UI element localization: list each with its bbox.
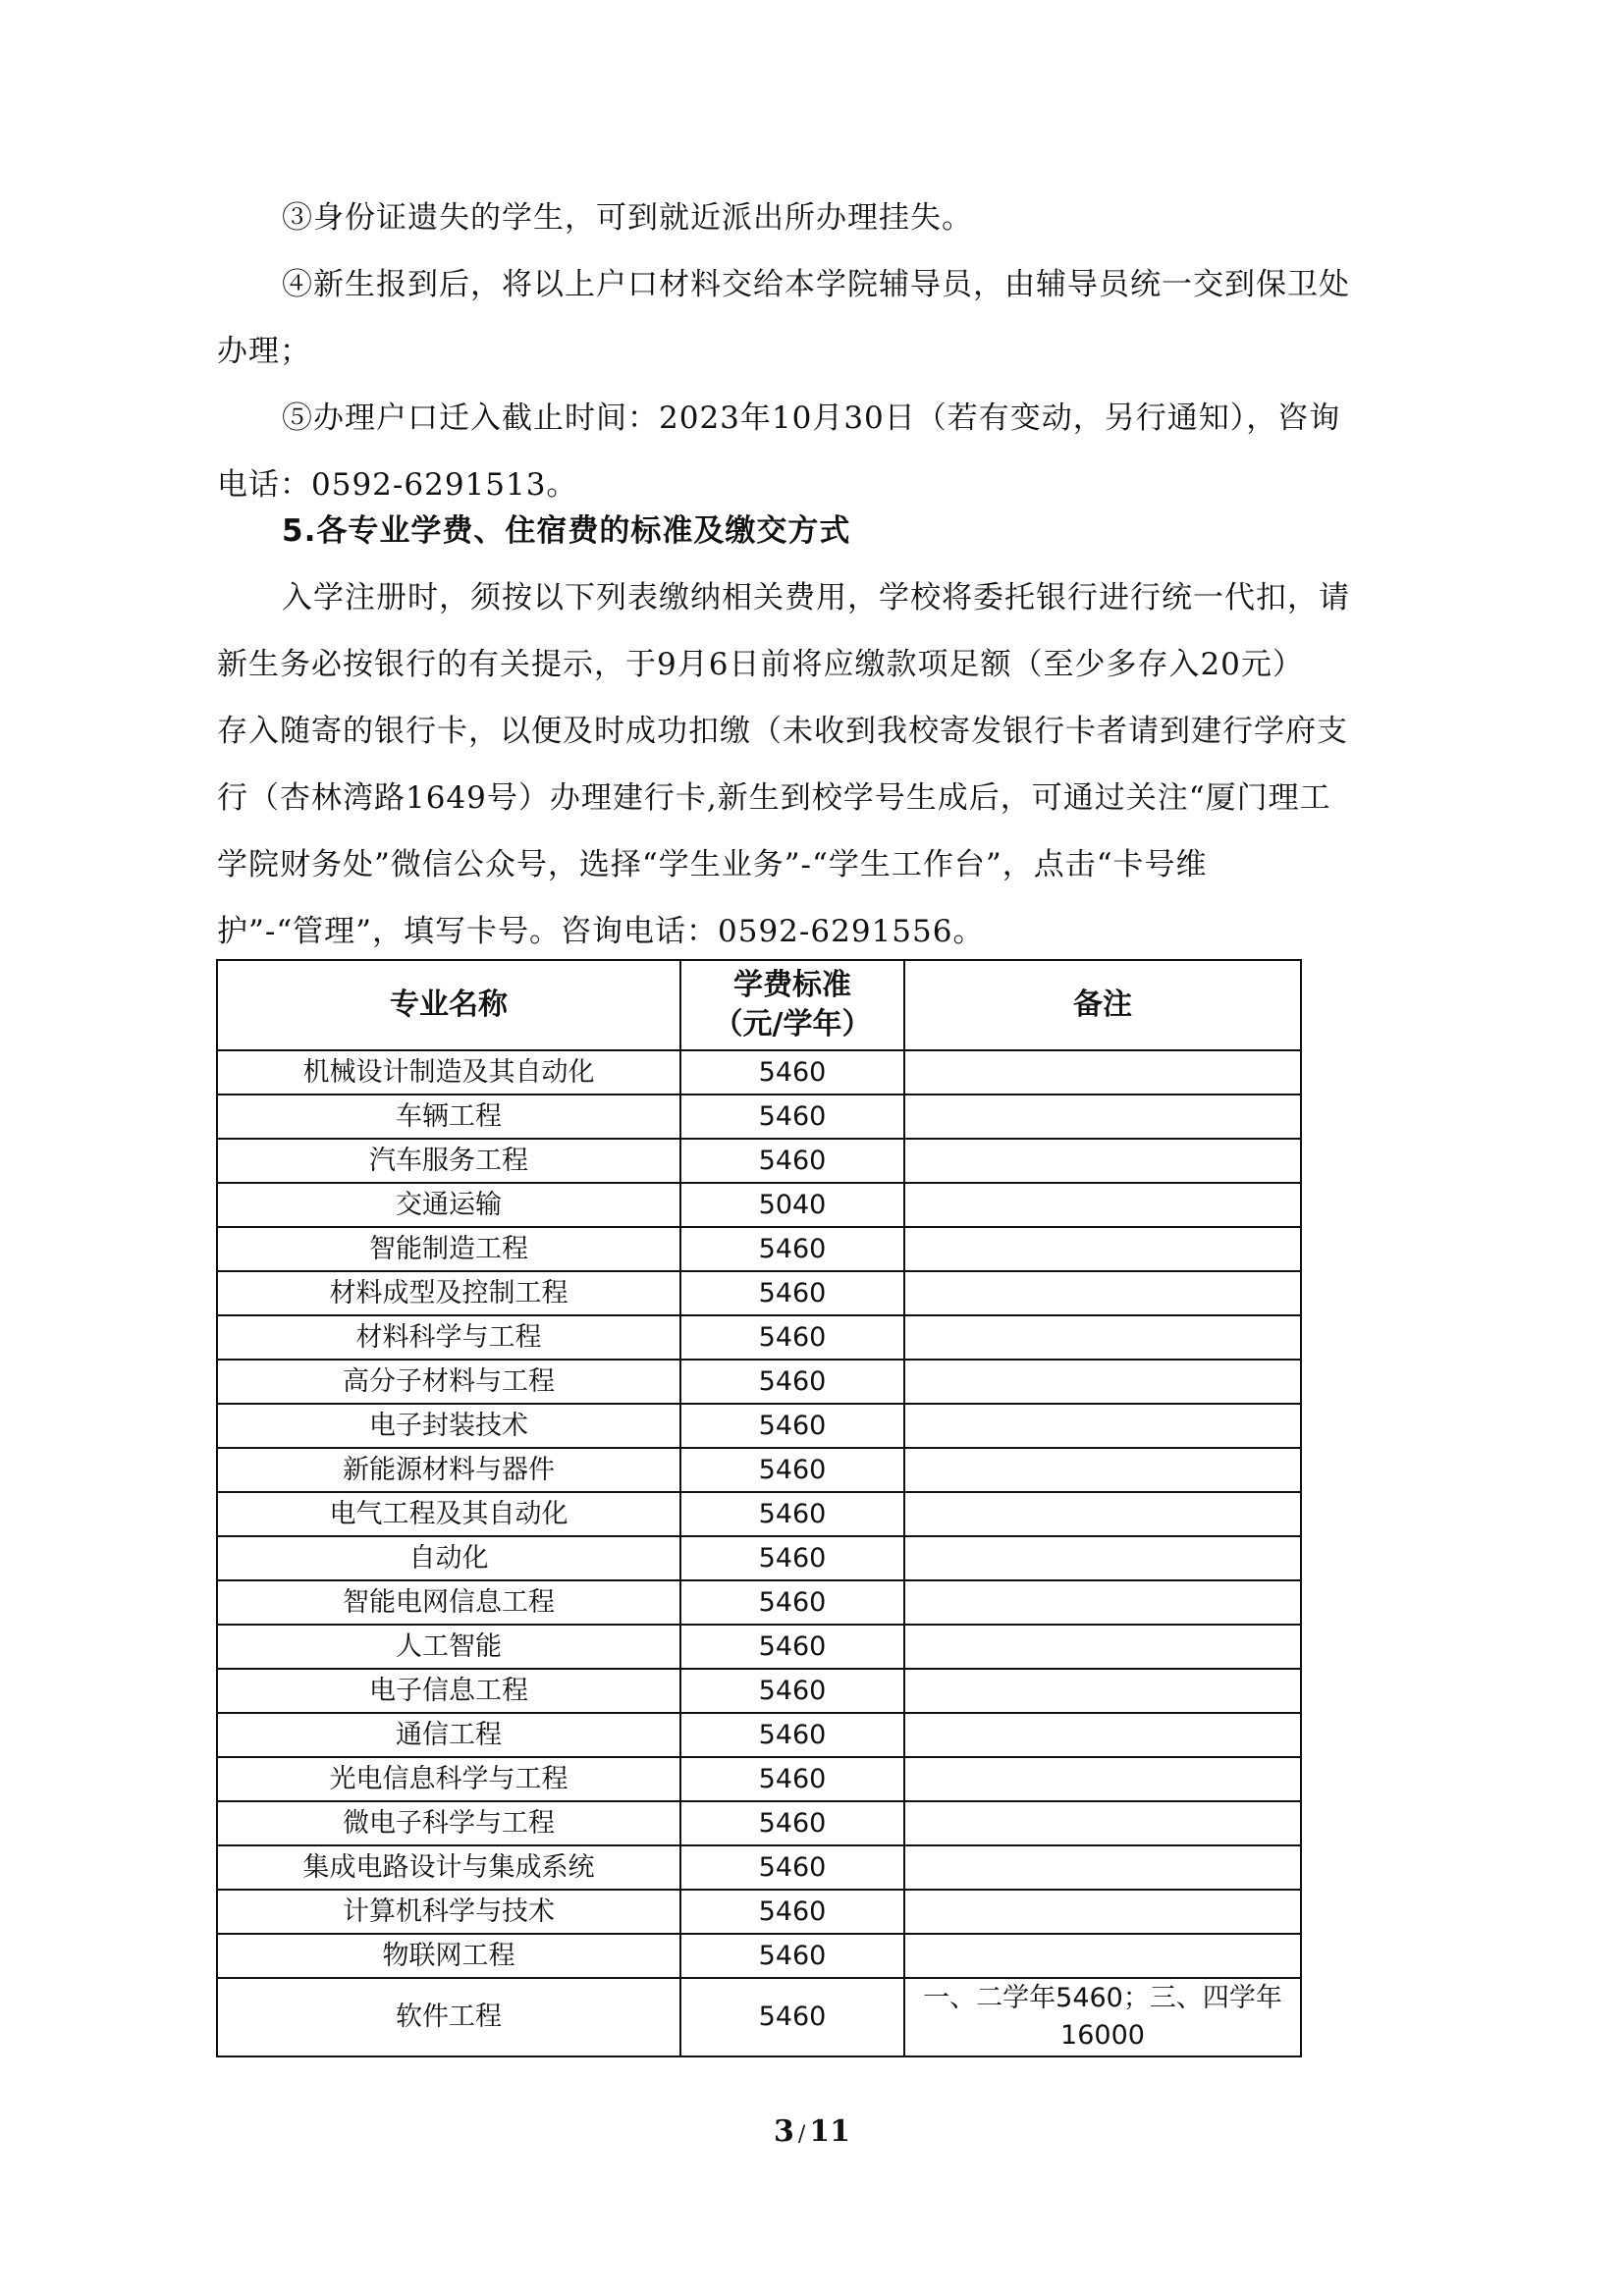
cell-major: 光电信息科学与工程 bbox=[217, 1757, 680, 1801]
cell-fee: 5460 bbox=[680, 1669, 904, 1713]
cell-note bbox=[904, 1713, 1301, 1757]
body-line: 行（杏林湾路1649号）办理建行卡,新生到校学号生成后，可通过关注“厦门理工 bbox=[217, 780, 1331, 816]
cell-note bbox=[904, 1757, 1301, 1801]
cell-major: 物联网工程 bbox=[217, 1934, 680, 1978]
cell-note bbox=[904, 1448, 1301, 1492]
cell-major: 自动化 bbox=[217, 1536, 680, 1580]
table-row bbox=[217, 1095, 1301, 1139]
body-line: 入学注册时，须按以下列表缴纳相关费用，学校将委托银行进行统一代扣，请 bbox=[282, 580, 1350, 615]
cell-major: 材料科学与工程 bbox=[217, 1315, 680, 1360]
cell-note bbox=[904, 1360, 1301, 1404]
cell-major: 汽车服务工程 bbox=[217, 1139, 680, 1183]
table-row bbox=[217, 1845, 1301, 1890]
page-total: 11 bbox=[809, 2114, 851, 2149]
cell-note bbox=[904, 1801, 1301, 1845]
cell-major: 通信工程 bbox=[217, 1713, 680, 1757]
page-separator: / bbox=[797, 2122, 806, 2147]
table-row bbox=[217, 1890, 1301, 1934]
fee-table-body bbox=[217, 1050, 1301, 2056]
cell-note bbox=[904, 1271, 1301, 1315]
cell-note bbox=[904, 1890, 1301, 1934]
table-row bbox=[217, 1625, 1301, 1669]
cell-major: 集成电路设计与集成系统 bbox=[217, 1845, 680, 1890]
cell-note bbox=[904, 1404, 1301, 1448]
cell-major: 人工智能 bbox=[217, 1625, 680, 1669]
intro-paragraphs bbox=[217, 185, 1415, 518]
cell-fee: 5460 bbox=[680, 1580, 904, 1625]
cell-fee: 5460 bbox=[680, 1757, 904, 1801]
cell-note bbox=[904, 1315, 1301, 1360]
table-row bbox=[217, 1271, 1301, 1315]
table-row bbox=[217, 1183, 1301, 1227]
intro-line: 办理； bbox=[217, 334, 311, 369]
cell-fee: 5460 bbox=[680, 1271, 904, 1315]
cell-note bbox=[904, 1139, 1301, 1183]
cell-fee: 5460 bbox=[680, 1315, 904, 1360]
header-major: 专业名称 bbox=[217, 960, 680, 1050]
cell-fee: 5460 bbox=[680, 1404, 904, 1448]
table-row bbox=[217, 1978, 1301, 2056]
intro-line: ⑤办理户口迁入截止时间：2023年10月30日（若有变动，另行通知），咨询 bbox=[282, 400, 1341, 436]
cell-fee: 5460 bbox=[680, 1978, 904, 2056]
cell-fee: 5460 bbox=[680, 1448, 904, 1492]
cell-fee: 5460 bbox=[680, 1360, 904, 1404]
cell-major: 电子封装技术 bbox=[217, 1404, 680, 1448]
body-line: 存入随寄的银行卡，以便及时成功扣缴（未收到我校寄发银行卡者请到建行学府支 bbox=[217, 714, 1348, 749]
table-row bbox=[217, 1492, 1301, 1536]
cell-major: 电气工程及其自动化 bbox=[217, 1492, 680, 1536]
table-row bbox=[217, 1404, 1301, 1448]
cell-note bbox=[904, 1227, 1301, 1271]
cell-major: 智能电网信息工程 bbox=[217, 1580, 680, 1625]
cell-note bbox=[904, 1845, 1301, 1890]
body-line: 新生务必按银行的有关提示，于9月6日前将应缴款项足额（至少多存入20元） bbox=[217, 647, 1304, 682]
intro-line: ④新生报到后，将以上户口材料交给本学院辅导员，由辅导员统一交到保卫处 bbox=[282, 267, 1350, 302]
page-current: 3 bbox=[773, 2114, 794, 2149]
header-note: 备注 bbox=[904, 960, 1301, 1050]
page-number bbox=[0, 2114, 1624, 2149]
cell-fee: 5460 bbox=[680, 1536, 904, 1580]
cell-major: 智能制造工程 bbox=[217, 1227, 680, 1271]
cell-note bbox=[904, 1625, 1301, 1669]
table-row bbox=[217, 1139, 1301, 1183]
cell-note bbox=[904, 1934, 1301, 1978]
fee-table bbox=[216, 959, 1302, 2057]
cell-note bbox=[904, 1095, 1301, 1139]
cell-fee: 5040 bbox=[680, 1183, 904, 1227]
cell-fee: 5460 bbox=[680, 1625, 904, 1669]
section-heading: 5.各专业学费、住宿费的标准及缴交方式 bbox=[282, 513, 851, 549]
body-line: 护”-“管理”，填写卡号。咨询电话：0592-6291556。 bbox=[217, 914, 985, 949]
intro-line: 电话：0592-6291513。 bbox=[217, 467, 578, 503]
body-paragraph bbox=[217, 564, 1415, 965]
cell-fee: 5460 bbox=[680, 1845, 904, 1890]
table-row bbox=[217, 1801, 1301, 1845]
cell-fee: 5460 bbox=[680, 1713, 904, 1757]
cell-major: 计算机科学与技术 bbox=[217, 1890, 680, 1934]
table-row bbox=[217, 1580, 1301, 1625]
cell-note bbox=[904, 1580, 1301, 1625]
cell-major: 交通运输 bbox=[217, 1183, 680, 1227]
cell-major: 电子信息工程 bbox=[217, 1669, 680, 1713]
intro-line: ③身份证遗失的学生，可到就近派出所办理挂失。 bbox=[282, 200, 973, 236]
fee-table-header-row bbox=[217, 960, 1301, 1050]
cell-note bbox=[904, 1492, 1301, 1536]
header-fee-line1: 学费标准 bbox=[733, 968, 851, 1002]
table-row bbox=[217, 1934, 1301, 1978]
header-fee bbox=[680, 960, 904, 1050]
header-fee-line2: （元/学年） bbox=[713, 1007, 872, 1041]
cell-fee: 5460 bbox=[680, 1227, 904, 1271]
cell-fee: 5460 bbox=[680, 1050, 904, 1095]
cell-note bbox=[904, 1050, 1301, 1095]
cell-major: 新能源材料与器件 bbox=[217, 1448, 680, 1492]
cell-fee: 5460 bbox=[680, 1934, 904, 1978]
cell-major: 软件工程 bbox=[217, 1978, 680, 2056]
cell-note: 一、二学年5460；三、四学年16000 bbox=[904, 1978, 1301, 2056]
cell-major: 微电子科学与工程 bbox=[217, 1801, 680, 1845]
cell-note bbox=[904, 1669, 1301, 1713]
cell-fee: 5460 bbox=[680, 1890, 904, 1934]
cell-fee: 5460 bbox=[680, 1095, 904, 1139]
body-line: 学院财务处”微信公众号，选择“学生业务”-“学生工作台”，点击“卡号维 bbox=[217, 847, 1208, 882]
table-row bbox=[217, 1448, 1301, 1492]
cell-fee: 5460 bbox=[680, 1801, 904, 1845]
table-row bbox=[217, 1315, 1301, 1360]
cell-major: 机械设计制造及其自动化 bbox=[217, 1050, 680, 1095]
table-row bbox=[217, 1227, 1301, 1271]
cell-major: 高分子材料与工程 bbox=[217, 1360, 680, 1404]
cell-note bbox=[904, 1183, 1301, 1227]
table-row bbox=[217, 1669, 1301, 1713]
table-row bbox=[217, 1050, 1301, 1095]
cell-major: 材料成型及控制工程 bbox=[217, 1271, 680, 1315]
table-row bbox=[217, 1536, 1301, 1580]
cell-fee: 5460 bbox=[680, 1139, 904, 1183]
table-row bbox=[217, 1757, 1301, 1801]
cell-major: 车辆工程 bbox=[217, 1095, 680, 1139]
cell-note bbox=[904, 1536, 1301, 1580]
table-row bbox=[217, 1360, 1301, 1404]
table-row bbox=[217, 1713, 1301, 1757]
cell-fee: 5460 bbox=[680, 1492, 904, 1536]
